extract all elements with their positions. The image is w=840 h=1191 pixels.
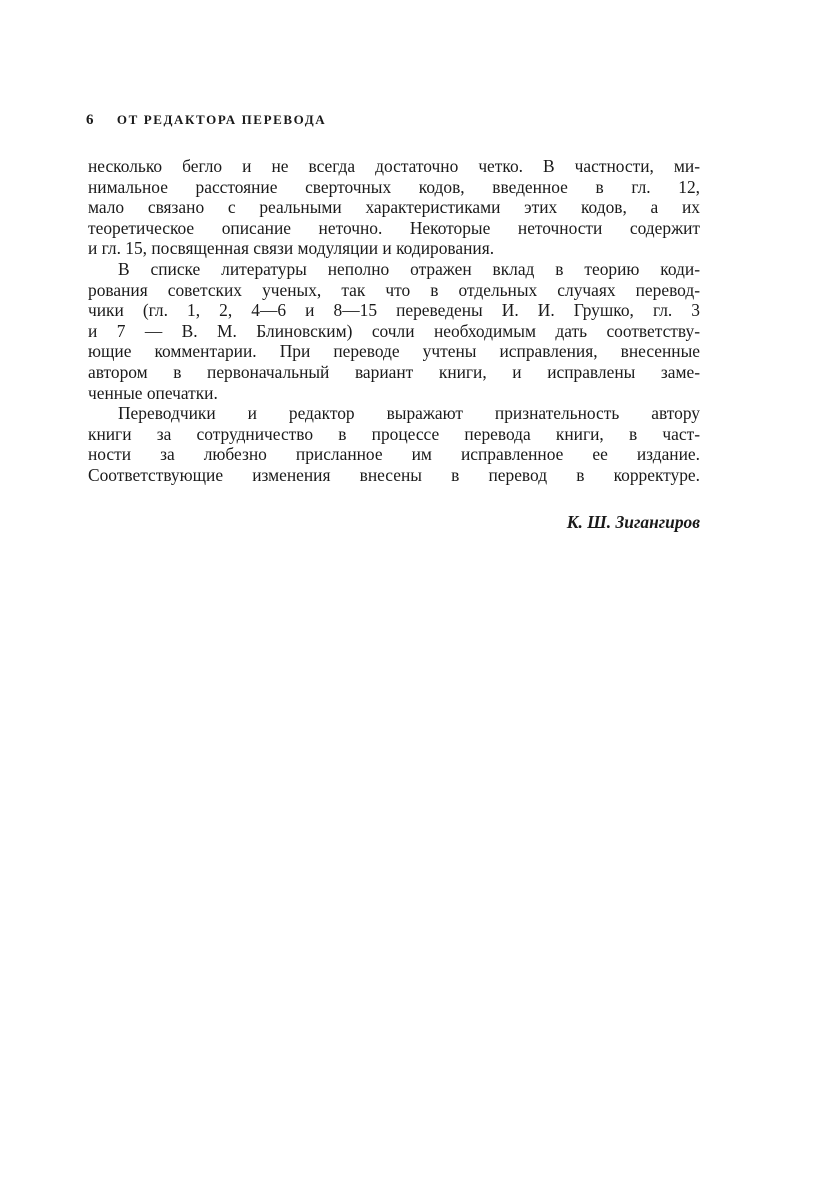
text-line: автором в первоначальный вариант книги, и исправлены заме- (88, 361, 700, 382)
text-line: мало связано с реальными характеристиками этих кодов, а их (88, 197, 700, 218)
paragraph-1 (88, 156, 700, 259)
body-text (88, 156, 700, 486)
text-line: В списке литературы неполно отражен вклад в теорию коди- (118, 258, 700, 279)
text-line: рования советских ученых, так что в отдельных случаях перевод- (88, 279, 700, 300)
text-line: чики (гл. 1, 2, 4—6 и 8—15 переведены И. И. Грушко, гл. 3 (88, 300, 700, 321)
text-line: несколько бегло и не всегда достаточно четко. В частности, ми- (88, 156, 700, 176)
text-line: книги за сотрудничество в процессе перевода книги, в част- (88, 423, 700, 444)
paragraph-2 (88, 259, 700, 403)
text-line: и 7 — В. М. Блиновским) сочли необходимым дать соответству- (88, 320, 700, 341)
text-line: теоретическое описание неточно. Некоторые неточности содержит (88, 217, 700, 238)
page-number: 6 (86, 112, 94, 128)
text-line: ченные опечатки. (88, 382, 218, 403)
text-line: ющие комментарии. При переводе учтены исправления, внесенные (88, 341, 700, 362)
text-line: нимальное расстояние сверточных кодов, введенное в гл. 12, (88, 176, 700, 197)
running-title: ОТ РЕДАКТОРА ПЕРЕВОДА (116, 112, 327, 127)
text-line: ности за любезно присланное им исправленное ее издание. (88, 444, 700, 465)
signature: К. Ш. Зигангиров (566, 512, 700, 532)
text-line: Соответствующие изменения внесены в перевод в корректуре. (88, 464, 700, 485)
paragraph-3 (88, 403, 700, 485)
text-line: Переводчики и редактор выражают признательность автору (118, 403, 700, 424)
running-head (86, 112, 706, 132)
text-line: и гл. 15, посвященная связи модуляции и кодирования. (88, 238, 495, 259)
